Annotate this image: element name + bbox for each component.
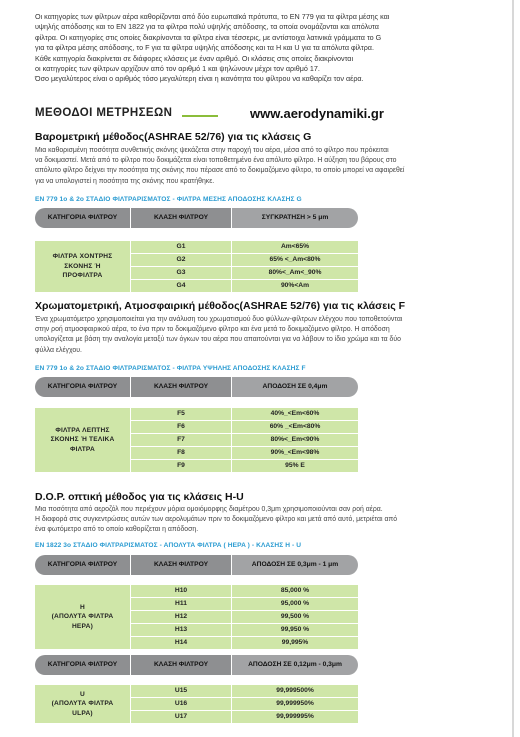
body-line: στην ροή ατμοσφαιρικού αέρα, το ένα πριν το δοκιμαζόμενο φίλτρο και ένα μετά το δοκιμαζόμενο φίλτρο. Η απόδοση — [35, 326, 390, 334]
table-caption-hu: EN 1822 3ο ΣΤΑΔΙΟ ΦΙΛΤΡΑΡΙΣΜΑΤΟΣ - ΑΠΟΛΥΤΑ ΦΙΛΤΡΑ ( HEPA ) - ΚΛΑΣΗΣ H - U — [35, 542, 302, 549]
value-cell: 60% _<Em<80% — [232, 421, 358, 433]
table-row — [131, 408, 358, 420]
intro-line: Όσο μεγαλύτερος είναι ο αριθμός τόσο μεγαλύτερη είναι η ικανότητα του φίλτρου να καθαρίζει τον αέρα. — [35, 74, 364, 84]
header-class: ΚΛΑΣΗ ΦΙΛΤΡΟΥ — [131, 377, 231, 397]
header-efficiency: ΑΠΟΔΟΣΗ ΣΕ 0,3μm - 1 μm — [232, 555, 358, 575]
body-line: να δοκιμαστεί. Μετά από το φίλτρο που δοκιμάζεται είναι τοποθετημένο ένα απόλυτο φίλτρο. Η αύξηση του βάρους στο — [35, 157, 397, 165]
class-cell: F5 — [131, 408, 231, 420]
header-category: ΚΑΤΗΓΟΡΙΑ ΦΙΛΤΡΟΥ — [35, 555, 130, 575]
class-cell: U17 — [131, 711, 231, 723]
class-cell: F8 — [131, 447, 231, 459]
section-heading-g: Βαρομετρική μέθοδος(ASHRAE 52/76) για τις κλάσεις G — [35, 131, 312, 143]
section-body-hu — [35, 505, 507, 536]
section-body-f — [35, 315, 507, 356]
methods-title: ΜΕΘΟΔΟΙ ΜΕΤΡΗΣΕΩΝ — [35, 107, 173, 119]
value-cell: 80%<_Em<90% — [232, 434, 358, 446]
table-row — [131, 624, 358, 636]
class-cell: H11 — [131, 598, 231, 610]
table-row — [131, 637, 358, 649]
intro-line: Οι κατηγορίες των φίλτρων αέρα καθορίζονται από δύο ευρωπαϊκά πρότυπα, το EN 779 για τα φίλτρα μέσης και — [35, 12, 390, 21]
header-category: ΚΑΤΗΓΟΡΙΑ ΦΙΛΤΡΟΥ — [35, 377, 130, 397]
body-line: για να υπολογιστεί η ποσότητα της σκόνης που κρατήθηκε. — [35, 177, 215, 185]
body-line: Μια καθορισμένη ποσότητα συνθετικής σκόνης ψεκάζεται στην παροχή του αέρα, μέσα από το φίλτρο που πρόκειται — [35, 147, 389, 154]
value-cell: 90%<Am — [232, 280, 358, 292]
class-cell: G3 — [131, 267, 231, 279]
header-class: ΚΛΑΣΗ ΦΙΛΤΡΟΥ — [131, 208, 231, 228]
value-cell: 90%_<Em<98% — [232, 447, 358, 459]
body-line: απόλυτο φίλτρο δείχνει την ποσότητα της σκόνης που πέρασε από το δοκιμαζόμενο φίλτρο, το οποίο μπορεί να αφαιρεθεί — [35, 167, 405, 175]
class-cell: H12 — [131, 611, 231, 623]
table-row — [131, 421, 358, 433]
section-heading-hu: D.O.P. οπτική μέθοδος για τις κλάσεις H-U — [35, 491, 244, 503]
value-cell: 85,000 % — [232, 585, 358, 597]
table-row — [131, 460, 358, 472]
value-cell: 95,000 % — [232, 598, 358, 610]
body-line: Ένα χρωματόμετρο χρησιμοποιείται για την ανάλυση του χρωματισμού δυο φύλλων-φίλτρων ελέγχου που τοποθετούνται — [35, 316, 403, 323]
filter-table-h — [35, 555, 477, 653]
class-cell: G2 — [131, 254, 231, 266]
class-cell: U15 — [131, 685, 231, 697]
body-line: υπολογίζεται με βάση την αναλογία μεταξύ των όγκων του αέρα που απαιτούνται για να λάβουν το ίδιο χρώμα και τα δύο — [35, 336, 401, 344]
class-cell: F6 — [131, 421, 231, 433]
category-cell — [35, 685, 130, 723]
header-category: ΚΑΤΗΓΟΡΙΑ ΦΙΛΤΡΟΥ — [35, 208, 130, 228]
table-row — [131, 585, 358, 597]
accent-rule — [182, 115, 218, 117]
table-caption-f: EN 779 1ο & 2ο ΣΤΑΔΙΟ ΦΙΛΤΡΑΡΙΣΜΑΤΟΣ - ΦΙΛΤΡΑ ΥΨΗΛΗΣ ΑΠΟΔΟΣΗΣ ΚΛΑΣΗΣ F — [35, 365, 306, 372]
intro-line: για τα φίλτρα μέσης απόδοσης, το F για τα φίλτρα υψηλής απόδοσης και τα H και U για τα απόλυτα φίλτρα. — [35, 43, 374, 53]
intro-line: υψηλής απόδοσης και το EN 1822 για τα φίλτρα πολύ υψηλής απόδοσης, τα οποία ονομάζονται και απόλυτα — [35, 22, 379, 32]
body-line: Μια ποσότητα από αεροζόλ που περιέχουν μόρια ομοιόμορφης διαμέτρου 0,3μm χρησιμοποιούνται σαν ροή αέρα. — [35, 506, 383, 513]
table-row — [131, 611, 358, 623]
table-row — [131, 280, 358, 292]
table-row — [131, 267, 358, 279]
class-cell: H13 — [131, 624, 231, 636]
class-cell: F7 — [131, 434, 231, 446]
table-header — [35, 377, 477, 397]
intro-line: οι κατηγορίες των φίλτρων αρχίζουν από τον αριθμό 1 και ψηλώνουν μέχρι τον αριθμό 17. — [35, 64, 320, 74]
page-edge-rule — [512, 0, 514, 737]
table-row — [131, 598, 358, 610]
intro-paragraph — [35, 12, 505, 85]
intro-line: φίλτρα. Οι κατηγορίες στις οποίες διακρίνονται τα φίλτρα είναι τέσσερις, με αντίστοιχα λατινικά γράμματα το G — [35, 32, 382, 42]
value-cell: 99,500 % — [232, 611, 358, 623]
value-cell: 99,999950% — [232, 698, 358, 710]
body-line: φύλλα ελέγχου. — [35, 346, 82, 354]
table-caption-g: EN 779 1ο & 2ο ΣΤΑΔΙΟ ΦΙΛΤΡΑΡΙΣΜΑΤΟΣ - ΦΙΛΤΡΑ ΜΕΣΗΣ ΑΠΟΔΟΣΗΣ ΚΛΑΣΗΣ G — [35, 196, 302, 203]
category-label: U (ΑΠΟΛΥΤΑ ΦΙΛΤΡΑ ULPA) — [51, 690, 114, 717]
category-label: H (ΑΠΟΛΥΤΑ ΦΙΛΤΡΑ HEPA) — [51, 603, 114, 630]
table-header — [35, 655, 477, 675]
category-cell — [35, 585, 130, 649]
table-row — [131, 685, 358, 697]
value-cell: 65% <_Am<80% — [232, 254, 358, 266]
value-cell: 99,999500% — [232, 685, 358, 697]
class-cell: U16 — [131, 698, 231, 710]
website-link[interactable]: www.aerodynamiki.gr — [250, 106, 384, 121]
table-row — [131, 254, 358, 266]
table-row — [131, 434, 358, 446]
header-class: ΚΛΑΣΗ ΦΙΛΤΡΟΥ — [131, 555, 231, 575]
header-efficiency: ΑΠΟΔΟΣΗ ΣΕ 0,12μm - 0,3μm — [232, 655, 358, 675]
class-cell: F9 — [131, 460, 231, 472]
table-row — [131, 711, 358, 723]
section-body-g — [35, 146, 507, 187]
filter-table-g — [35, 208, 477, 289]
header-efficiency: ΣΥΓΚΡΑΤΗΣΗ > 5 μm — [232, 208, 358, 228]
table-header — [35, 555, 477, 575]
category-label: ΦΙΛΤΡΑ ΛΕΠΤΗΣ ΣΚΟΝΗΣ Ή ΤΕΛΙΚΑ ΦΙΛΤΡΑ — [50, 426, 115, 453]
body-line: ένα φωτόμετρο από το οποίο καθορίζεται η απόδοση. — [35, 526, 199, 534]
body-line: Η διαφορά στις συγκεντρώσεις αυτών των αερολυμάτων πριν το δοκιμαζόμενο φίλτρο και μετά από αυτό, μετριέται από — [35, 516, 398, 524]
section-heading-f: Χρωματομετρική, Ατμοσφαιρική μέθοδος(ASHRAE 52/76) για τις κλάσεις F — [35, 300, 405, 312]
methods-header — [35, 107, 505, 123]
class-cell: H14 — [131, 637, 231, 649]
filter-table-u — [35, 655, 477, 730]
table-row — [131, 447, 358, 459]
header-efficiency: ΑΠΟΔΟΣΗ ΣΕ 0,4μm — [232, 377, 358, 397]
intro-line: Κάθε κατηγορία διακρίνεται σε διάφορες κλάσεις με έναν αριθμό. Οι κλάσεις στις οποίες διακρίνονται — [35, 53, 354, 63]
value-cell: 99,999995% — [232, 711, 358, 723]
category-cell — [35, 408, 130, 472]
value-cell: 40%_<Em<60% — [232, 408, 358, 420]
category-cell — [35, 241, 130, 292]
table-row — [131, 241, 358, 253]
header-category: ΚΑΤΗΓΟΡΙΑ ΦΙΛΤΡΟΥ — [35, 655, 130, 675]
category-label: ΦΙΛΤΡΑ ΧΟΝΤΡΗΣ ΣΚΟΝΗΣ Ή ΠΡΟΦΙΛΤΡΑ — [52, 253, 113, 280]
table-row — [131, 698, 358, 710]
class-cell: G4 — [131, 280, 231, 292]
table-header — [35, 208, 477, 228]
value-cell: Am<65% — [232, 241, 358, 253]
class-cell: H10 — [131, 585, 231, 597]
class-cell: G1 — [131, 241, 231, 253]
value-cell: 99,995% — [232, 637, 358, 649]
filter-table-f — [35, 377, 477, 477]
header-class: ΚΛΑΣΗ ΦΙΛΤΡΟΥ — [131, 655, 231, 675]
value-cell: 99,950 % — [232, 624, 358, 636]
value-cell: 95% E — [232, 460, 358, 472]
value-cell: 80%<_Am<_90% — [232, 267, 358, 279]
